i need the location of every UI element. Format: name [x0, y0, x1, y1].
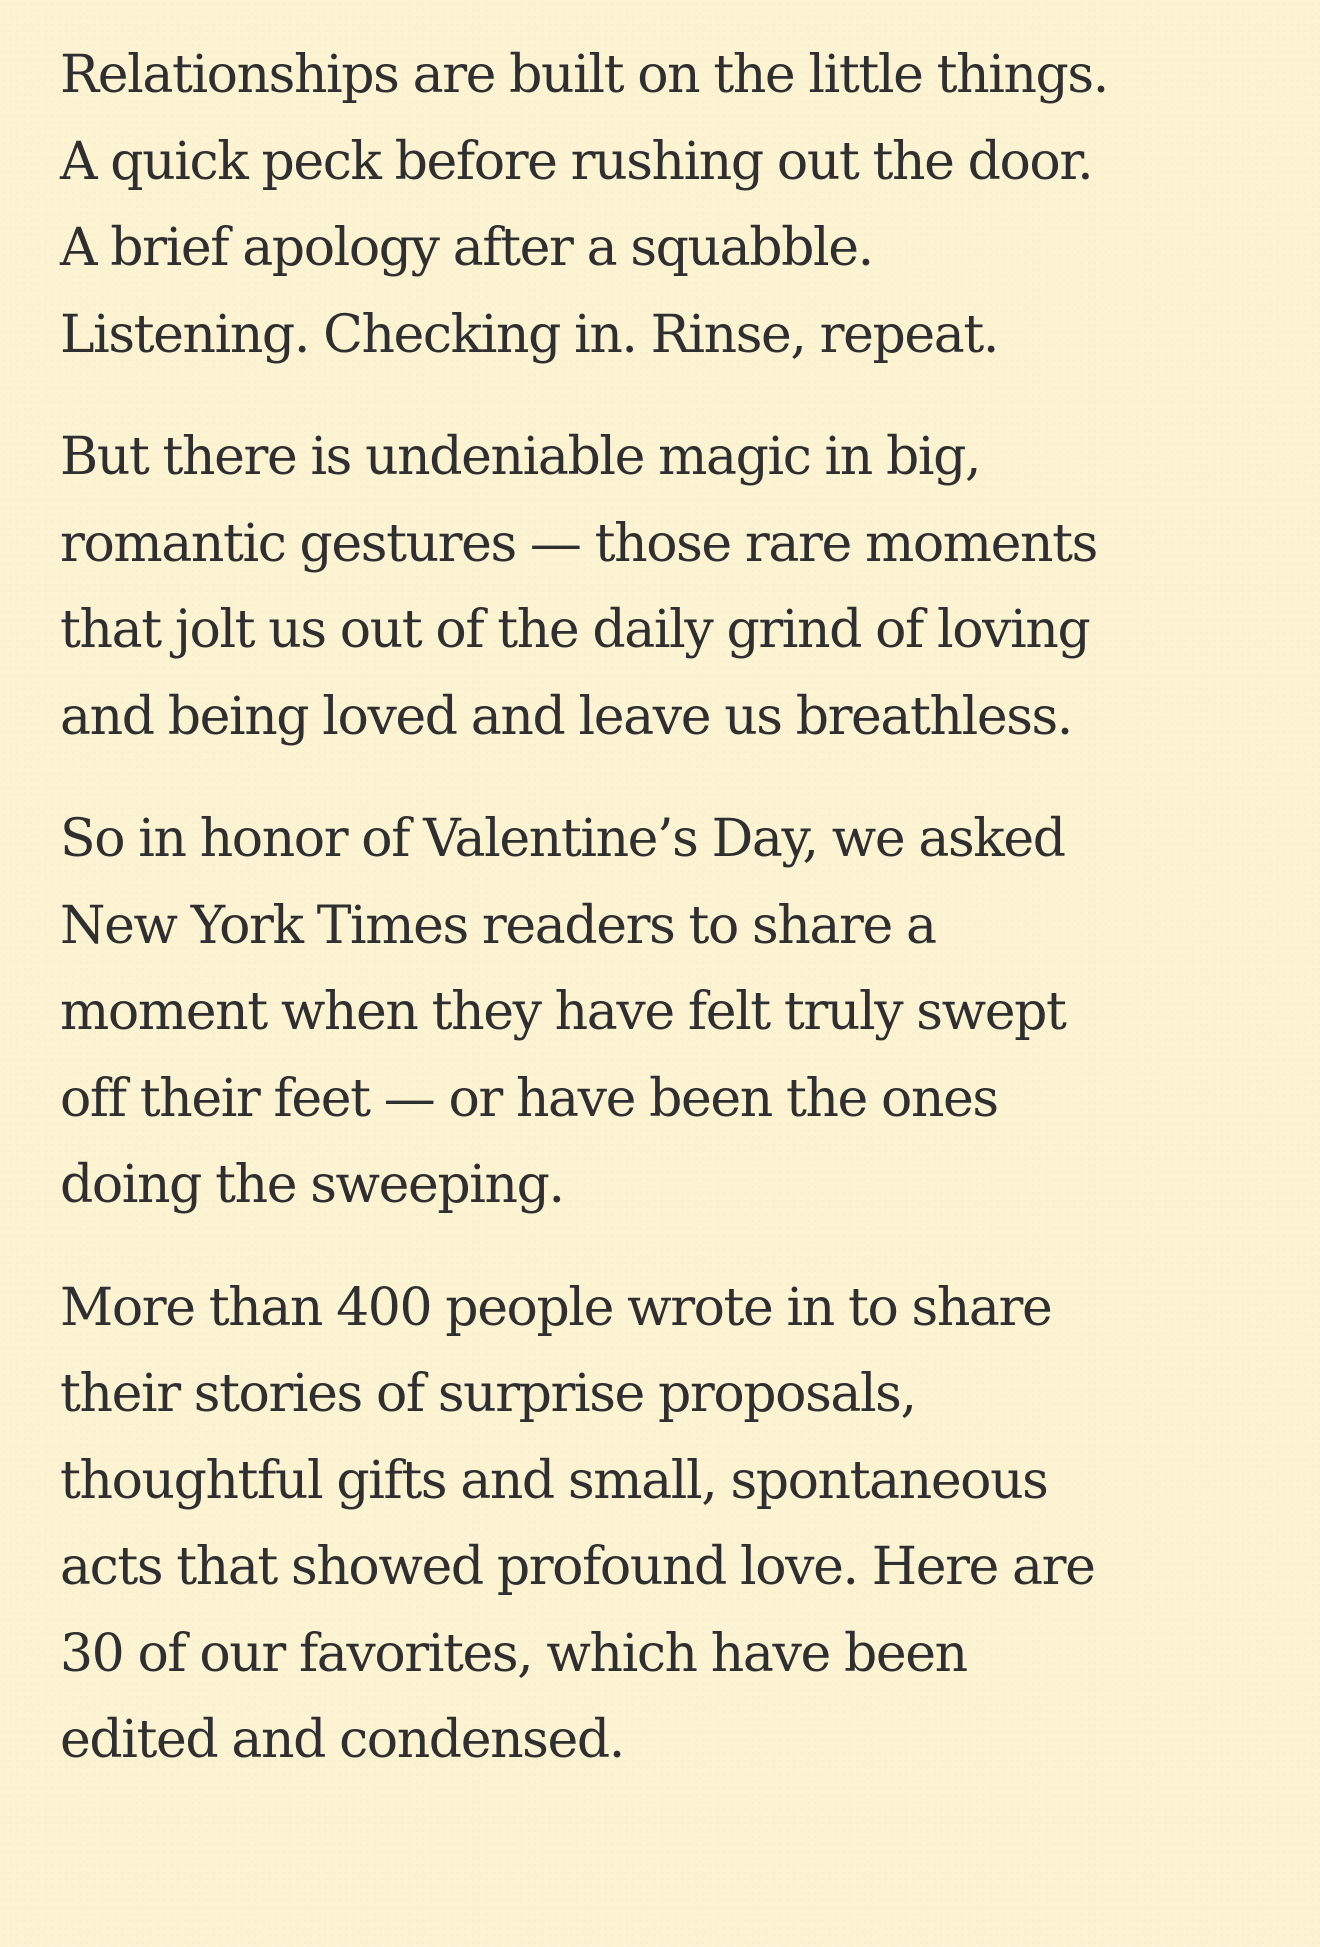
text-line: romantic gestures — those rare moments	[60, 513, 1097, 574]
text-line: Relationships are built on the little things.	[60, 45, 1108, 105]
paragraph-stories	[60, 1265, 1300, 1784]
paragraph-gestures	[60, 414, 1300, 760]
text-line: New York Times readers to share a	[60, 895, 936, 956]
text-line: their stories of surprise proposals,	[60, 1364, 916, 1424]
paragraph-valentines	[60, 796, 1300, 1229]
text-line: that jolt us out of the daily grind of loving	[60, 600, 1090, 660]
text-line: off their feet — or have been the ones	[60, 1068, 998, 1129]
text-line: So in honor of Valentine’s Day, we asked	[60, 809, 1065, 869]
text-line: thoughtful gifts and small, spontaneous	[60, 1450, 1048, 1511]
text-line: But there is undeniable magic in big,	[60, 427, 981, 487]
text-line: and being loved and leave us breathless.	[60, 686, 1072, 747]
paragraph-intro	[60, 32, 1300, 378]
text-line: doing the sweeping.	[60, 1155, 564, 1215]
text-line: acts that showed profound love. Here are	[60, 1537, 1095, 1597]
text-line: A brief apology after a squabble.	[60, 218, 873, 278]
text-line: Listening. Checking in. Rinse, repeat.	[60, 304, 998, 365]
text-line: moment when they have felt truly swept	[60, 982, 1066, 1042]
text-line: edited and condensed.	[60, 1710, 624, 1770]
text-line: More than 400 people wrote in to share	[60, 1277, 1052, 1338]
text-line: 30 of our favorites, which have been	[60, 1623, 967, 1684]
text-line: A quick peck before rushing out the door.	[60, 131, 1093, 192]
article-body	[60, 32, 1300, 1820]
